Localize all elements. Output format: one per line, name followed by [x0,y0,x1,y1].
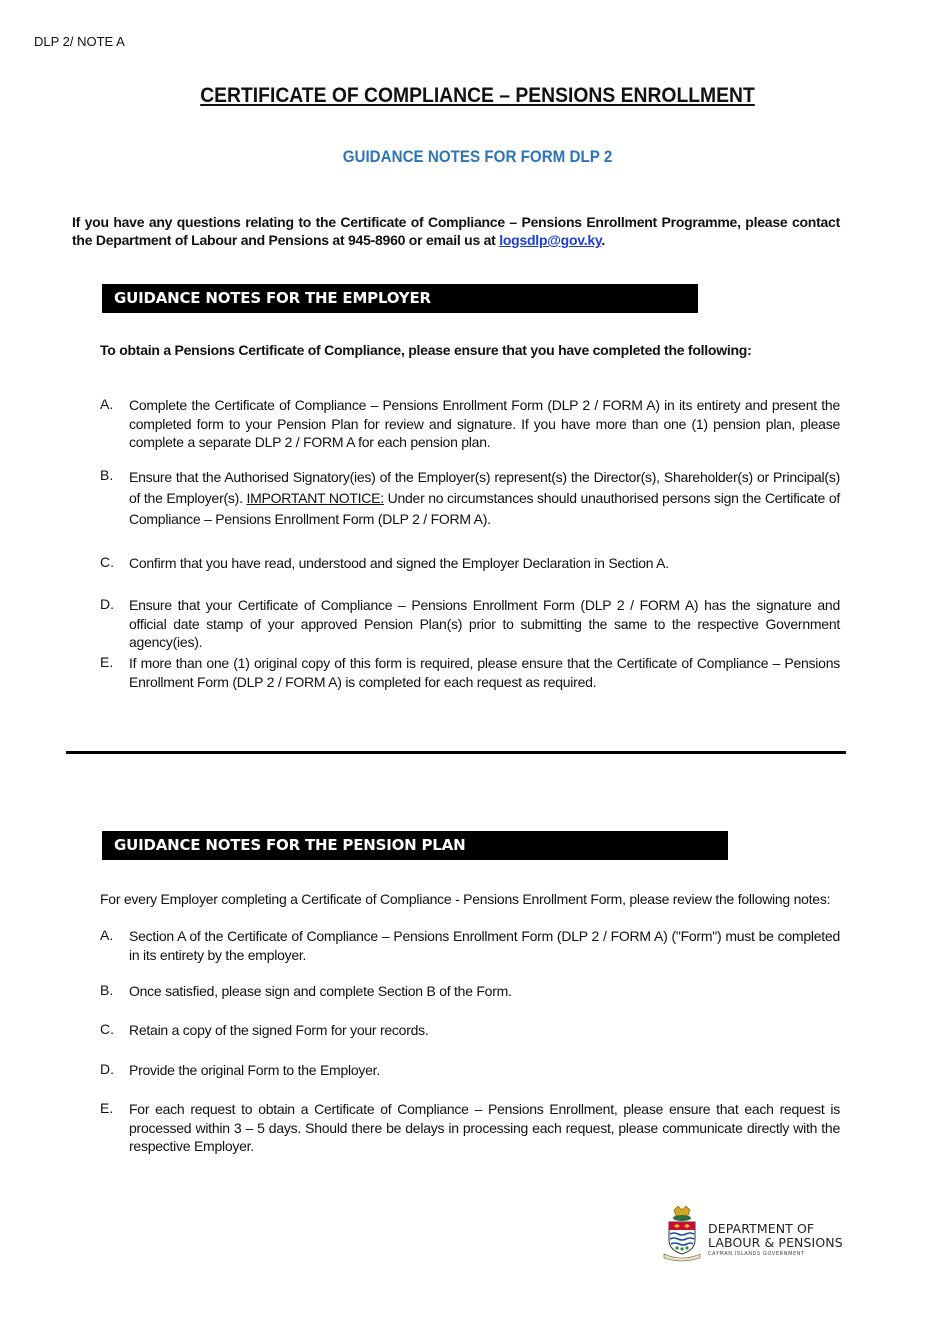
employer-item-b [100,467,840,530]
department-logo [660,1206,850,1266]
item-letter: B. [100,467,114,483]
pension-plan-lead-text: For every Employer completing a Certificate of Compliance - Pensions Enrollment Form, please review the following notes: [100,891,831,907]
employer-item-e [100,654,840,691]
logo-line-2: LABOUR & PENSIONS [708,1235,843,1250]
item-text [129,467,840,530]
item-text: Once satisfied, please sign and complete Section B of the Form. [129,983,512,999]
logo-line-1: DEPARTMENT OF [708,1221,815,1236]
item-letter: E. [100,654,114,670]
employer-section-heading: GUIDANCE NOTES FOR THE EMPLOYER [102,284,698,313]
email-link[interactable]: logsdlp@gov.ky [499,232,602,248]
employer-item-d [100,596,840,652]
item-text-before: Ensure that the Authorised Signatory(ies) of the Employer(s) represent(s) the Director(s), Shareholder(s) or Principal(s) of the Employer(s). [129,469,840,506]
pension-item-a [100,927,840,964]
item-letter: A. [100,927,114,943]
item-letter: E. [100,1100,114,1116]
employer-item-a [100,396,840,452]
item-letter: B. [100,982,114,998]
pension-item-c [100,1021,840,1040]
section-divider [66,751,846,754]
item-text: Confirm that you have read, understood and signed the Employer Declaration in Section A. [129,555,669,571]
item-text: Provide the original Form to the Employer. [129,1062,380,1078]
pension-item-e [100,1100,840,1156]
item-text: For each request to obtain a Certificate of Compliance – Pensions Enrollment, please ensure that each request is processed within 3 – 5 days. Should there be delays in processing each request, please communicate directly with the respective Employer. [129,1101,840,1154]
item-letter: D. [100,596,114,612]
page-title: CERTIFICATE OF COMPLIANCE – PENSIONS ENROLLMENT [200,84,755,107]
item-text: Complete the Certificate of Compliance – Pensions Enrollment Form (DLP 2 / FORM A) in its entirety and present the completed form to your Pension Plan for review and signature. If you have more than one (1) pension plan, please complete a separate DLP 2 / FORM A for each pension plan. [129,397,840,450]
coat-of-arms-icon [660,1206,704,1262]
pension-plan-section-heading: GUIDANCE NOTES FOR THE PENSION PLAN [102,831,728,860]
item-text: Ensure that your Certificate of Compliance – Pensions Enrollment Form (DLP 2 / FORM A) has the signature and official date stamp of your approved Pension Plan(s) prior to submitting the same to the respective Government agency(ies). [129,597,840,650]
item-letter: C. [100,1021,114,1037]
pension-item-d [100,1061,840,1080]
item-text: If more than one (1) original copy of this form is required, please ensure that the Certificate of Compliance – Pensions Enrollment Form (DLP 2 / FORM A) is completed for each request as required. [129,655,840,690]
item-letter: A. [100,396,114,412]
document-id: DLP 2/ NOTE A [34,34,125,49]
employer-lead-text: To obtain a Pensions Certificate of Compliance, please ensure that you have completed the following: [100,342,752,358]
important-notice: IMPORTANT NOTICE: [246,490,384,506]
item-text-after: Under no circumstances should unauthorised persons sign the Certificate of Compliance – Pensions Enrollment Form (DLP 2 / FORM A). [129,490,841,527]
page-subtitle: GUIDANCE NOTES FOR FORM DLP 2 [342,148,613,166]
contact-intro-text: If you have any questions relating to the Certificate of Compliance – Pensions Enrollment Programme, please contact the Department of Labour and Pensions at 945-8960 or email us at [72,214,840,248]
item-text: Section A of the Certificate of Compliance – Pensions Enrollment Form (DLP 2 / FORM A) ("Form") must be completed in its entirety by the employer. [129,928,840,963]
pension-item-b [100,982,840,1001]
item-letter: C. [100,554,114,570]
logo-line-3: CAYMAN ISLANDS GOVERNMENT [708,1251,805,1257]
employer-item-c [100,554,840,573]
contact-intro [72,213,840,249]
logo-text [708,1222,843,1250]
item-letter: D. [100,1061,114,1077]
contact-intro-end: . [601,232,606,248]
item-text: Retain a copy of the signed Form for your records. [129,1022,429,1038]
